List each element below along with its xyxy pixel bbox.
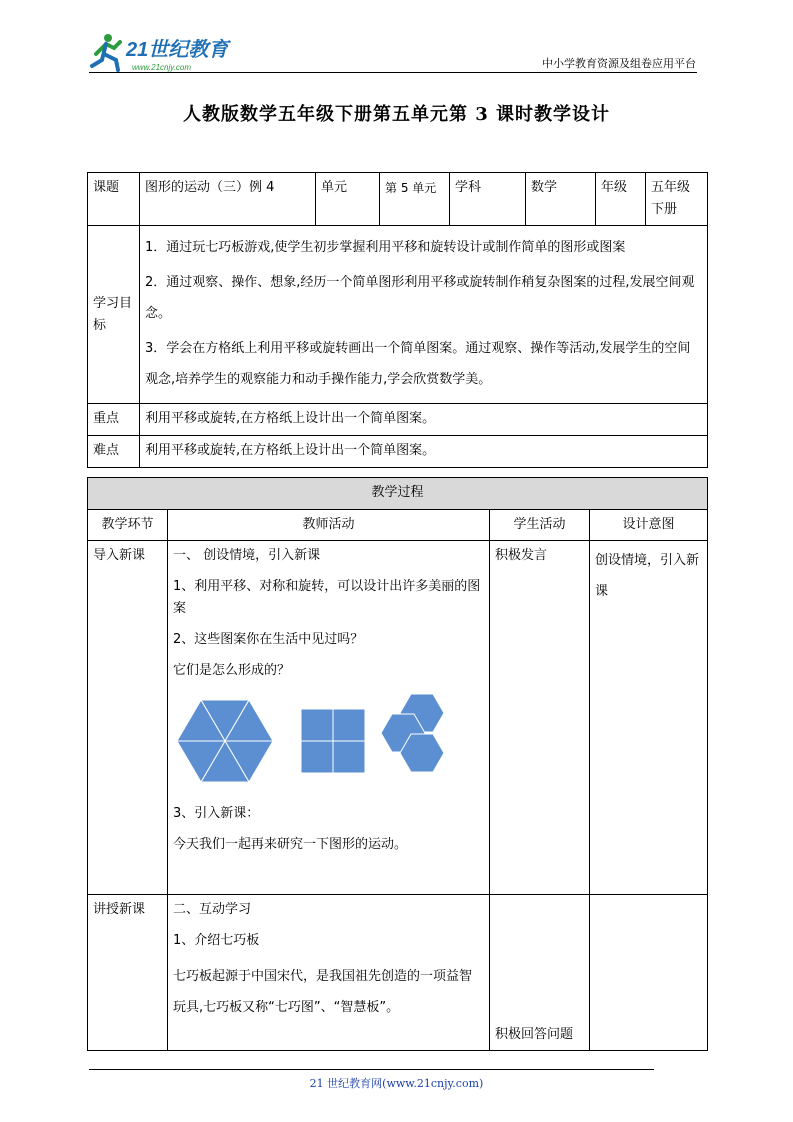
teacher-line: 1、介绍七巧板 [173,933,260,948]
pattern-figures [173,691,484,795]
teacher-line: 七巧板起源于中国宋代，是我国祖先创造的一项益智玩具,七巧板又称“七巧图”、“智慧板”。 [173,969,473,1015]
key-label: 重点 [88,404,140,436]
unit-value: 第 5 单元 [380,173,450,226]
subject-value: 数学 [526,173,596,226]
topic-label: 课题 [88,173,140,226]
col-header-stage: 教学环节 [88,510,168,541]
grade-label: 年级 [596,173,646,226]
intent-new-lesson [590,895,708,1051]
header-divider [89,72,697,73]
square-pattern [301,709,365,773]
stage-new-lesson: 讲授新课 [88,895,168,1051]
teacher-line: 它们是怎么形成的？ [173,663,291,678]
teacher-line: 一、 创设情境，引入新课 [173,548,321,563]
key-value: 利用平移或旋转,在方格纸上设计出一个简单图案。 [140,404,708,436]
intent-intro: 创设情境，引入新课 [590,541,708,895]
teacher-activity-intro [168,541,490,895]
stage-intro: 导入新课 [88,541,168,895]
pattern-svg [173,691,483,795]
teacher-line: 二、互动学习 [173,902,252,917]
logo-text: 21世纪教育 [126,39,229,61]
logo [88,30,248,74]
header-tagline: 中小学教育资源及组卷应用平台 [542,57,696,70]
teacher-line: 1、利用平移、对称和旋转，可以设计出许多美丽的图案 [173,579,481,616]
logo-url: www.21cnjy.com [132,63,191,72]
lesson-info-table [87,172,708,468]
teaching-process-table [87,477,708,1051]
teacher-activity-new-lesson [168,895,490,1051]
goal-item: 1．通过玩七巧板游戏,使学生初步掌握利用平移和旋转设计或制作简单的图形或图案 [145,240,626,255]
footer-divider [89,1069,654,1070]
grade-value: 五年级下册 [646,173,708,226]
goals-list [140,226,708,404]
teacher-line: 2、这些图案你在生活中见过吗？ [173,632,364,647]
col-header-intent: 设计意图 [590,510,708,541]
teacher-line: 今天我们一起再来研究一下图形的运动。 [173,837,408,852]
page-title: 人教版数学五年级下册第五单元第 3 课时教学设计 [182,104,611,125]
goal-item: 3．学会在方格纸上利用平移或旋转画出一个简单图案。通过观察、操作等活动,发展学生的空间观念,培养学生的观察能力和动手操作能力,学会欣赏数学美。 [145,341,691,387]
footer-text: 21 世纪教育网(www.21cnjy.com) [309,1077,484,1090]
student-activity-intro: 积极发言 [490,541,590,895]
student-activity-new-lesson: 积极回答问题 [490,895,590,1051]
difficulty-value: 利用平移或旋转,在方格纸上设计出一个简单图案。 [140,436,708,468]
hexagon-pattern [177,700,273,782]
runner-icon [92,34,120,70]
difficulty-label: 难点 [88,436,140,468]
page-header [0,0,793,80]
section-title: 教学过程 [88,478,708,510]
goals-label: 学习目标 [88,226,140,404]
goal-item: 2．通过观察、操作、想象,经历一个简单图形利用平移或旋转制作稍复杂图案的过程,发展空间观念。 [145,275,695,321]
col-header-teacher: 教师活动 [168,510,490,541]
col-header-student: 学生活动 [490,510,590,541]
topic-value: 图形的运动（三）例 4 [140,173,316,226]
teacher-line: 3、引入新课： [173,806,260,821]
hexagon-cluster [381,694,444,772]
subject-label: 学科 [450,173,526,226]
unit-label: 单元 [316,173,380,226]
